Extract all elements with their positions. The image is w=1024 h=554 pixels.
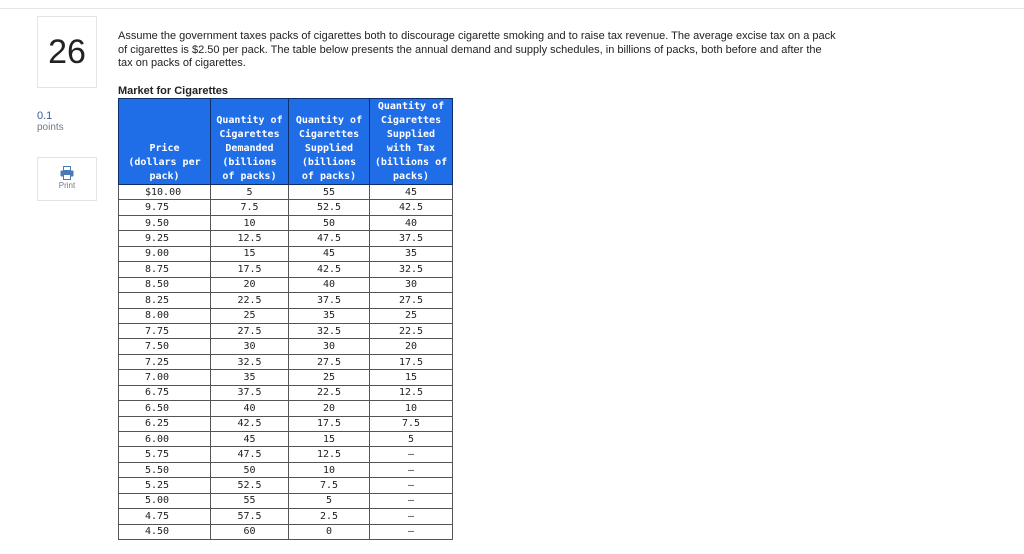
table-row — [119, 447, 453, 462]
cell-demanded: 27.5 — [211, 323, 289, 338]
cell-supplied-with-tax: 15 — [370, 370, 453, 385]
market-table — [118, 98, 453, 540]
cell-price: $10.00 — [119, 185, 211, 200]
header-line: packs) — [392, 171, 430, 182]
cell-supplied-with-tax: 20 — [370, 339, 453, 354]
cell-supplied-with-tax: — — [370, 447, 453, 462]
table-row — [119, 293, 453, 308]
cell-supplied: 32.5 — [289, 323, 370, 338]
cell-price: 7.00 — [119, 370, 211, 385]
cell-supplied: 55 — [289, 185, 370, 200]
cell-demanded: 22.5 — [211, 293, 289, 308]
table-row — [119, 339, 453, 354]
cell-price: 6.50 — [119, 401, 211, 416]
table-row — [119, 185, 453, 200]
cell-supplied-with-tax: 10 — [370, 401, 453, 416]
cell-supplied-with-tax: 45 — [370, 185, 453, 200]
table-row — [119, 277, 453, 292]
header-line: Quantity of — [377, 101, 445, 112]
cell-supplied-with-tax: 30 — [370, 277, 453, 292]
header-line: Supplied — [386, 129, 436, 140]
cell-supplied: 5 — [289, 493, 370, 508]
cell-demanded: 30 — [211, 339, 289, 354]
printer-icon — [60, 166, 74, 180]
cell-supplied: 20 — [289, 401, 370, 416]
cell-supplied-with-tax: 7.5 — [370, 416, 453, 431]
cell-supplied: 15 — [289, 432, 370, 447]
cell-supplied: 37.5 — [289, 293, 370, 308]
header-demanded — [211, 99, 289, 185]
cell-price: 4.50 — [119, 524, 211, 539]
cell-supplied: 42.5 — [289, 262, 370, 277]
header-line: of packs) — [222, 171, 277, 182]
cell-demanded: 45 — [211, 432, 289, 447]
header-line: Supplied — [304, 143, 354, 154]
table-body — [119, 185, 453, 540]
table-header-row — [119, 99, 453, 185]
cell-supplied: 52.5 — [289, 200, 370, 215]
cell-supplied-with-tax: 32.5 — [370, 262, 453, 277]
cell-demanded: 5 — [211, 185, 289, 200]
table-caption: Market for Cigarettes — [118, 85, 229, 97]
table-row — [119, 354, 453, 369]
header-line: (billions of — [374, 157, 448, 168]
cell-demanded: 60 — [211, 524, 289, 539]
cell-demanded: 52.5 — [211, 478, 289, 493]
cell-demanded: 12.5 — [211, 231, 289, 246]
print-label: Print — [58, 181, 76, 190]
header-line: of packs) — [301, 171, 357, 182]
header-line: Quantity of — [216, 115, 283, 126]
cell-supplied: 25 — [289, 370, 370, 385]
cell-price: 4.75 — [119, 509, 211, 524]
top-divider — [0, 8, 1024, 9]
cell-supplied: 50 — [289, 215, 370, 230]
cell-price: 9.50 — [119, 215, 211, 230]
table-row — [119, 462, 453, 477]
cell-supplied: 40 — [289, 277, 370, 292]
cell-demanded: 50 — [211, 462, 289, 477]
cell-price: 5.50 — [119, 462, 211, 477]
cell-demanded: 17.5 — [211, 262, 289, 277]
cell-price: 9.75 — [119, 200, 211, 215]
cell-supplied-with-tax: 22.5 — [370, 323, 453, 338]
cell-supplied-with-tax: — — [370, 478, 453, 493]
cell-demanded: 55 — [211, 493, 289, 508]
cell-supplied: 45 — [289, 246, 370, 261]
cell-demanded: 20 — [211, 277, 289, 292]
header-line: Quantity of — [295, 115, 363, 126]
cell-supplied: 17.5 — [289, 416, 370, 431]
table-row — [119, 478, 453, 493]
table-row — [119, 200, 453, 215]
cell-price: 9.00 — [119, 246, 211, 261]
cell-price: 6.25 — [119, 416, 211, 431]
cell-demanded: 32.5 — [211, 354, 289, 369]
cell-price: 8.25 — [119, 293, 211, 308]
cell-supplied-with-tax: 37.5 — [370, 231, 453, 246]
points-label: points — [37, 122, 64, 133]
cell-price: 7.25 — [119, 354, 211, 369]
cell-price: 6.75 — [119, 385, 211, 400]
cell-demanded: 47.5 — [211, 447, 289, 462]
table-row — [119, 246, 453, 261]
table-row — [119, 432, 453, 447]
cell-supplied-with-tax: 12.5 — [370, 385, 453, 400]
question-number: 26 — [37, 16, 97, 88]
table-row — [119, 509, 453, 524]
cell-price: 5.25 — [119, 478, 211, 493]
question-text: Assume the government taxes packs of cigarettes both to discourage cigarette smoking and to raise tax revenue. The average excise tax on a pack of cigarettes is $2.50 per pack. The table below presents the annual demand and supply schedules, in billions of packs, both before and after the tax on packs of cigarettes. — [118, 30, 836, 69]
cell-price: 7.75 — [119, 323, 211, 338]
cell-supplied: 47.5 — [289, 231, 370, 246]
cell-supplied: 0 — [289, 524, 370, 539]
header-line: (billions — [222, 157, 277, 168]
cell-price: 7.50 — [119, 339, 211, 354]
table-row — [119, 385, 453, 400]
points-value: 0.1 — [37, 110, 53, 122]
header-price — [119, 99, 211, 185]
cell-supplied-with-tax: 27.5 — [370, 293, 453, 308]
table-row — [119, 370, 453, 385]
cell-supplied-with-tax: 42.5 — [370, 200, 453, 215]
table-row — [119, 401, 453, 416]
cell-demanded: 37.5 — [211, 385, 289, 400]
cell-supplied: 10 — [289, 462, 370, 477]
header-supplied-with-tax — [370, 99, 453, 185]
table-row — [119, 262, 453, 277]
table-row — [119, 493, 453, 508]
cell-supplied: 7.5 — [289, 478, 370, 493]
cell-demanded: 57.5 — [211, 509, 289, 524]
cell-supplied-with-tax: 25 — [370, 308, 453, 323]
cell-price: 8.50 — [119, 277, 211, 292]
cell-supplied-with-tax: 5 — [370, 432, 453, 447]
header-line: pack) — [149, 171, 180, 182]
table-row — [119, 416, 453, 431]
header-supplied — [289, 99, 370, 185]
cell-price: 8.00 — [119, 308, 211, 323]
cell-supplied: 27.5 — [289, 354, 370, 369]
header-line: Cigarettes — [380, 115, 442, 126]
table-row — [119, 215, 453, 230]
table-row — [119, 524, 453, 539]
cell-supplied: 30 — [289, 339, 370, 354]
print-button[interactable] — [37, 157, 97, 201]
cell-supplied: 12.5 — [289, 447, 370, 462]
cell-supplied-with-tax: 17.5 — [370, 354, 453, 369]
cell-demanded: 7.5 — [211, 200, 289, 215]
cell-supplied-with-tax: 35 — [370, 246, 453, 261]
header-line: Price — [149, 143, 180, 154]
cell-supplied-with-tax: — — [370, 524, 453, 539]
cell-demanded: 25 — [211, 308, 289, 323]
cell-supplied: 2.5 — [289, 509, 370, 524]
header-line: (billions — [301, 157, 357, 168]
cell-demanded: 15 — [211, 246, 289, 261]
cell-price: 5.75 — [119, 447, 211, 462]
header-line: Cigarettes — [298, 129, 360, 140]
table-row — [119, 323, 453, 338]
cell-price: 8.75 — [119, 262, 211, 277]
header-line: with Tax — [386, 143, 436, 154]
cell-supplied-with-tax: — — [370, 509, 453, 524]
cell-demanded: 40 — [211, 401, 289, 416]
points-block — [37, 110, 64, 134]
cell-demanded: 35 — [211, 370, 289, 385]
cell-price: 6.00 — [119, 432, 211, 447]
cell-supplied-with-tax: — — [370, 493, 453, 508]
cell-supplied-with-tax: — — [370, 462, 453, 477]
cell-demanded: 42.5 — [211, 416, 289, 431]
header-line: (dollars per — [128, 157, 201, 168]
cell-price: 9.25 — [119, 231, 211, 246]
cell-supplied-with-tax: 40 — [370, 215, 453, 230]
table-row — [119, 308, 453, 323]
cell-supplied: 35 — [289, 308, 370, 323]
cell-price: 5.00 — [119, 493, 211, 508]
header-line: Demanded — [225, 143, 274, 154]
table-row — [119, 231, 453, 246]
header-line: Cigarettes — [219, 129, 280, 140]
cell-demanded: 10 — [211, 215, 289, 230]
cell-supplied: 22.5 — [289, 385, 370, 400]
